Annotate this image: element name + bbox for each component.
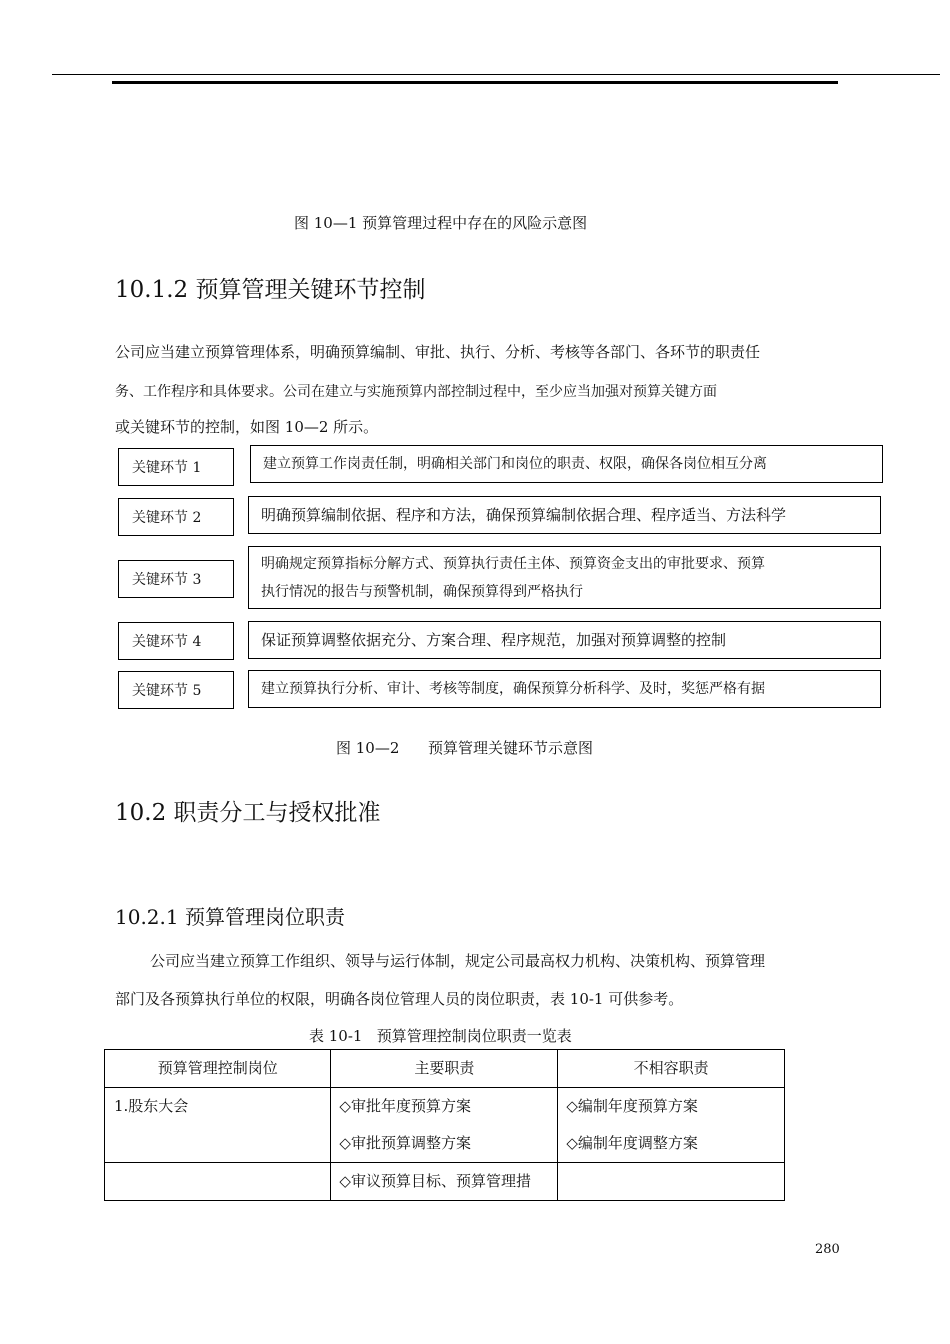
header-rule-thin (52, 74, 940, 75)
table-cell-duties (331, 1163, 558, 1201)
duty-item: ◇审批年度预算方案 (339, 1097, 471, 1115)
paragraph-line: 公司应当建立预算管理体系，明确预算编制、审批、执行、分析、考核等各部门、各环节的职责任 (115, 343, 761, 361)
table-cell-incompatible (558, 1088, 785, 1163)
key-step-desc-2 (248, 496, 881, 534)
duty-item: ◇审议预算目标、预算管理措 (339, 1172, 531, 1190)
table-header-row (105, 1050, 785, 1088)
section-heading-102: 10.2 职责分工与授权批准 (115, 800, 381, 826)
paragraph-line: 公司应当建立预算工作组织、领导与运行体制，规定公司最高权力机构、决策机构、预算管理 (150, 952, 766, 970)
paragraph-line: 部门及各预算执行单位的权限，明确各岗位管理人员的岗位职责，表 10-1 可供参考。 (115, 990, 684, 1008)
key-step-desc-text: 保证预算调整依据充分、方案合理、程序规范，加强对预算调整的控制 (261, 631, 727, 649)
table-header-cell: 主要职责 (331, 1050, 558, 1088)
table-caption: 表 10-1 预算管理控制岗位职责一览表 (309, 1027, 572, 1045)
key-step-desc-3 (248, 546, 881, 609)
table-row (105, 1163, 785, 1201)
table-row (105, 1088, 785, 1163)
figure2-caption: 图 10—2 预算管理关键环节示意图 (336, 739, 594, 757)
paragraph-line: 或关键环节的控制，如图 10—2 所示。 (115, 418, 379, 436)
incompatible-item: ◇编制年度预算方案 (566, 1097, 698, 1115)
table-header-cell: 预算管理控制岗位 (105, 1050, 331, 1088)
key-step-desc-text: 明确规定预算指标分解方式、预算执行责任主体、预算资金支出的审批要求、预算 (261, 555, 765, 572)
key-step-label-4: 关键环节 4 (118, 622, 234, 660)
header-rule-thick (112, 81, 838, 84)
incompatible-item (566, 1163, 776, 1200)
page-number: 280 (815, 1242, 840, 1257)
table-header-cell: 不相容职责 (558, 1050, 785, 1088)
incompatible-item: ◇编制年度调整方案 (566, 1134, 698, 1152)
duty-table (104, 1049, 785, 1201)
table-cell-position (105, 1163, 331, 1201)
table-cell-incompatible (558, 1163, 785, 1201)
key-step-label-2: 关键环节 2 (118, 498, 234, 536)
key-step-desc-1 (250, 445, 883, 483)
key-step-label-1: 关键环节 1 (118, 448, 234, 486)
key-step-desc-text: 明确预算编制依据、程序和方法，确保预算编制依据合理、程序适当、方法科学 (261, 506, 787, 524)
key-step-desc-5 (248, 670, 881, 708)
figure1-caption: 图 10—1 预算管理过程中存在的风险示意图 (294, 214, 588, 232)
duty-item: ◇审批预算调整方案 (339, 1134, 471, 1152)
table-cell-duties (331, 1088, 558, 1163)
section-heading-1012: 10.1.2 预算管理关键环节控制 (115, 277, 426, 303)
table-cell-position (105, 1088, 331, 1163)
key-step-desc-text: 建立预算工作岗责任制，明确相关部门和岗位的职责、权限，确保各岗位相互分离 (263, 456, 767, 472)
key-step-desc-4 (248, 621, 881, 659)
key-step-label-3: 关键环节 3 (118, 560, 234, 598)
paragraph-line: 务、工作程序和具体要求。公司在建立与实施预算内部控制过程中，至少应当加强对预算关键方面 (115, 384, 717, 400)
section-heading-1021: 10.2.1 预算管理岗位职责 (115, 905, 345, 929)
position-text (114, 1163, 322, 1200)
key-step-label-5: 关键环节 5 (118, 671, 234, 709)
key-step-desc-text: 执行情况的报告与预警机制，确保预算得到严格执行 (261, 583, 583, 600)
position-text: 1.股东大会 (114, 1097, 189, 1115)
key-step-desc-text: 建立预算执行分析、审计、考核等制度，确保预算分析科学、及时，奖惩严格有据 (261, 681, 765, 697)
